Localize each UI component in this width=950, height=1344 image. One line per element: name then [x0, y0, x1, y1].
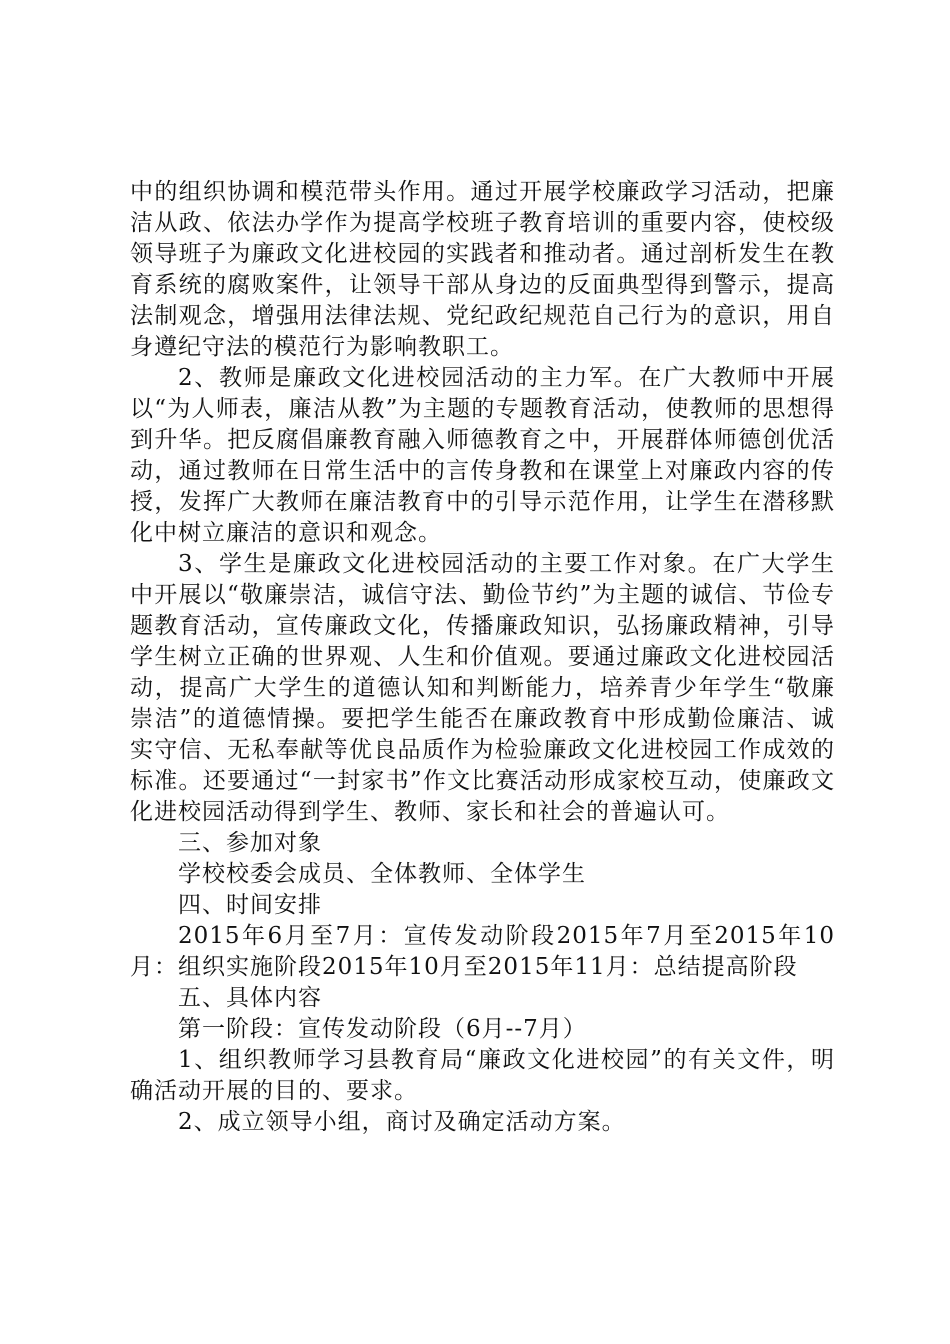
paragraph-teachers-role: 2、教师是廉政文化进校园活动的主力军。在广大教师中开展以“为人师表，廉洁从教”为主题的专题教育活动，使教师的思想得到升华。把反腐倡廉教育融入师德教育之中，开展群体师德创优活动，通过教师在日常生活中的言传身教和在课堂上对廉政内容的传授，发挥广大教师在廉洁教育中的引导示范作用，让学生在潜移默化中树立廉洁的意识和观念。: [130, 365, 835, 546]
heading-phase-one: 第一阶段：宣传发动阶段（6月--7月）: [178, 1016, 587, 1042]
paragraph-leadership-role: 中的组织协调和模范带头作用。通过开展学校廉政学习活动，把廉洁从政、依法办学作为提高学校班子教育培训的重要内容，使校级领导班子为廉政文化进校园的实践者和推动者。通过剖析发生在教育系统的腐败案件，让领导干部从身边的反面典型得到警示，提高法制观念，增强用法律法规、党纪政纪规范自己行为的意识，用自身遵纪守法的模范行为影响教职工。: [130, 179, 835, 360]
paragraph-students-role: 3、学生是廉政文化进校园活动的主要工作对象。在广大学生中开展以“敬廉崇洁，诚信守法、勤俭节约”为主题的诚信、节俭专题教育活动，宣传廉政文化，传播廉政知识，弘扬廉政精神，引导学生树立正确的世界观、人生和价值观。要通过廉政文化进校园活动，提高广大学生的道德认知和判断能力，培养青少年学生“敬廉崇洁”的道德情操。要把学生能否在廉政教育中形成勤俭廉洁、诚实守信、无私奉献等优良品质作为检验廉政文化进校园工作成效的标准。还要通过“一封家书”作文比赛活动形成家校互动，使廉政文化进校园活动得到学生、教师、家长和社会的普遍认可。: [130, 551, 835, 825]
document-body: [130, 177, 835, 1138]
heading-schedule: 四、时间安排: [178, 892, 322, 918]
paragraph-phase-one-item-2: 2、成立领导小组，商讨及确定活动方案。: [178, 1109, 626, 1135]
heading-participants: 三、参加对象: [178, 830, 322, 856]
paragraph-schedule: 2015年6月至7月：宣传发动阶段2015年7月至2015年10月：组织实施阶段2015年10月至2015年11月：总结提高阶段: [130, 923, 835, 980]
paragraph-phase-one-item-1: 1、组织教师学习县教育局“廉政文化进校园”的有关文件，明确活动开展的目的、要求。: [130, 1047, 835, 1104]
paragraph-participants: 学校校委会成员、全体教师、全体学生: [178, 861, 586, 887]
heading-content: 五、具体内容: [178, 985, 322, 1011]
